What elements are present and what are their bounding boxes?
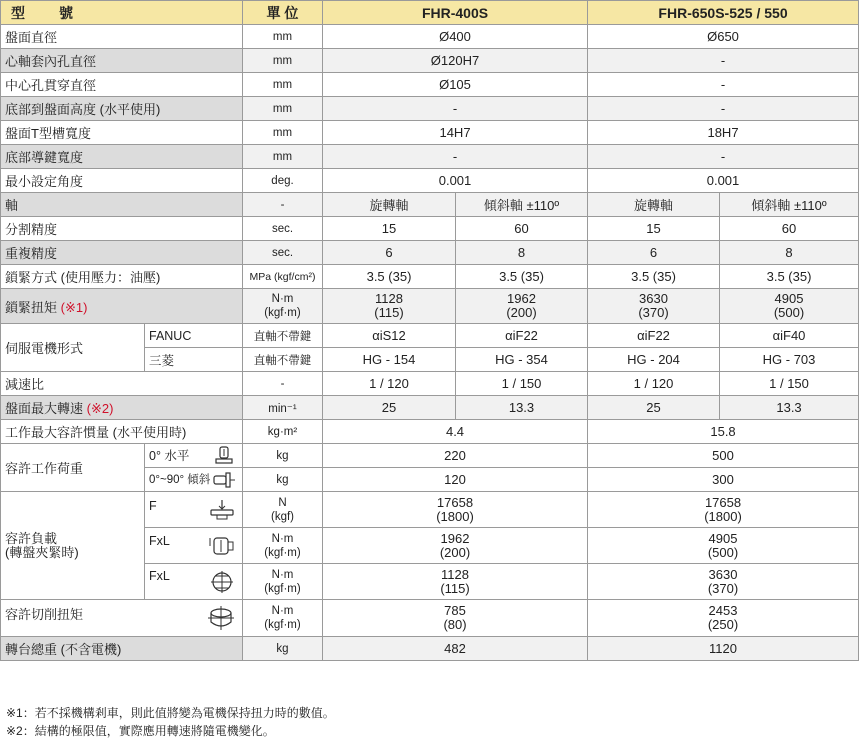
- value-a: [323, 600, 588, 637]
- row-label: [1, 289, 243, 324]
- row-unit: [243, 600, 323, 637]
- row-unit: mm: [243, 73, 323, 97]
- value-b: 18H7: [588, 121, 859, 145]
- unit-line: N: [278, 496, 287, 509]
- row-label: 容許工作荷重: [1, 444, 145, 492]
- row-label: [1, 600, 243, 637]
- value-line: 3630: [639, 291, 668, 306]
- sub-label: [145, 444, 243, 468]
- table-row: [1, 444, 859, 468]
- unit-line: (kgf·m): [264, 619, 301, 631]
- value-b: 1120: [588, 637, 859, 661]
- value-b2: [720, 289, 859, 324]
- value-b2: 傾斜軸 ±110º: [720, 193, 859, 217]
- sub-label: [145, 468, 243, 492]
- unit-line: (kgf): [271, 510, 294, 523]
- row-unit: min⁻¹: [243, 396, 323, 420]
- value-b1: HG - 204: [588, 348, 720, 372]
- value-line: 1128: [441, 566, 469, 582]
- value-b: [588, 600, 859, 637]
- value-b: 15.8: [588, 420, 859, 444]
- table-row: [1, 420, 859, 444]
- row-label: 盤面直徑: [1, 25, 243, 49]
- value-a: 220: [323, 444, 588, 468]
- row-unit: -: [243, 193, 323, 217]
- value-b2: 60: [720, 217, 859, 241]
- row-unit: deg.: [243, 169, 323, 193]
- unit-line: N·m: [271, 568, 294, 581]
- label-text: 容許切削扭矩: [5, 607, 84, 622]
- value-a: [323, 564, 588, 600]
- row-label: 底部到盤面高度 (水平使用): [1, 97, 243, 121]
- row-label: 工作最大容許慣量 (水平使用時): [1, 420, 243, 444]
- value-line: 4905: [774, 291, 804, 306]
- row-label: [1, 396, 243, 420]
- sub-label: [145, 564, 243, 600]
- value-b2: αiF40: [720, 324, 859, 348]
- table-row: [1, 169, 859, 193]
- value-line: (115): [440, 580, 470, 596]
- row-label: 分割精度: [1, 217, 243, 241]
- value-b1: αiF22: [588, 324, 720, 348]
- label-text: 鎖緊扭矩: [5, 299, 58, 315]
- value-a1: 1 / 120: [323, 372, 456, 396]
- table-row: [1, 324, 859, 348]
- tilted-load-icon: [212, 471, 236, 489]
- table-row: [1, 49, 859, 73]
- header-unit: 單 位: [243, 1, 323, 25]
- unit-line: (kgf·m): [264, 546, 301, 559]
- label-line: (轉盤夾緊時): [5, 544, 79, 560]
- table-row: [1, 193, 859, 217]
- moment-load-icon: [208, 534, 236, 558]
- value-a2: 60: [456, 217, 588, 241]
- value-a1: αiS12: [323, 324, 456, 348]
- row-unit: kg: [243, 637, 323, 661]
- value-line: 4905: [708, 530, 738, 546]
- value-line: 17658: [436, 494, 474, 510]
- row-unit: sec.: [243, 217, 323, 241]
- value-line: (1800): [704, 508, 742, 524]
- value-line: 1962: [440, 530, 470, 546]
- value-b1: 15: [588, 217, 720, 241]
- table-row: [1, 265, 859, 289]
- sub-label: [145, 492, 243, 528]
- value-line: (370): [707, 580, 739, 596]
- value-b: 0.001: [588, 169, 859, 193]
- value-a: [323, 528, 588, 564]
- row-label: 最小設定角度: [1, 169, 243, 193]
- header-model-a: FHR-400S: [323, 1, 588, 25]
- value-a1: 6: [323, 241, 456, 265]
- value-b: 500: [588, 444, 859, 468]
- value-b: -: [588, 73, 859, 97]
- unit-line: N·m: [271, 532, 294, 545]
- value-b: -: [588, 49, 859, 73]
- value-b2: 13.3: [720, 396, 859, 420]
- value-line: (200): [439, 544, 471, 560]
- row-label: 重複精度: [1, 241, 243, 265]
- table-row: [1, 121, 859, 145]
- row-unit: kg: [243, 468, 323, 492]
- value-a2: 13.3: [456, 396, 588, 420]
- table-row: [1, 241, 859, 265]
- value-b2: HG - 703: [720, 348, 859, 372]
- value-b2: 1 / 150: [720, 372, 859, 396]
- row-unit: MPa (kgf/cm²): [243, 265, 323, 289]
- value-a1: 15: [323, 217, 456, 241]
- table-row: [1, 396, 859, 420]
- value-a: Ø400: [323, 25, 588, 49]
- table-row: [1, 372, 859, 396]
- value-a: 482: [323, 637, 588, 661]
- value-a: 4.4: [323, 420, 588, 444]
- table-row: [1, 73, 859, 97]
- unit-line: N·m: [271, 293, 294, 305]
- value-b: Ø650: [588, 25, 859, 49]
- row-unit: kg: [243, 444, 323, 468]
- row-unit: 直軸不帶鍵: [243, 348, 323, 372]
- table-row: [1, 217, 859, 241]
- value-a2: αiF22: [456, 324, 588, 348]
- header-row: [1, 1, 859, 25]
- value-line: (80): [443, 617, 467, 632]
- row-label: 中心孔貫穿直徑: [1, 73, 243, 97]
- row-unit: mm: [243, 145, 323, 169]
- row-unit: mm: [243, 121, 323, 145]
- value-b2: 8: [720, 241, 859, 265]
- value-a2: 1 / 150: [456, 372, 588, 396]
- horizontal-load-icon: [212, 446, 236, 466]
- value-a1: HG - 154: [323, 348, 456, 372]
- row-unit: mm: [243, 25, 323, 49]
- row-unit: sec.: [243, 241, 323, 265]
- value-a2: 傾斜軸 ±110º: [456, 193, 588, 217]
- value-line: (1800): [436, 508, 474, 524]
- footnote-2: ※2：結構的極限值，實際應用轉速將隨電機變化。: [6, 724, 275, 738]
- table-row: [1, 145, 859, 169]
- row-label: [1, 492, 145, 600]
- cutting-torque-icon: [206, 604, 236, 632]
- value-line: 785: [444, 603, 466, 618]
- value-line: (115): [374, 305, 404, 320]
- value-a: [323, 492, 588, 528]
- value-a2: HG - 354: [456, 348, 588, 372]
- value-b: [588, 492, 859, 528]
- value-b1: 1 / 120: [588, 372, 720, 396]
- sub-label: FANUC: [145, 324, 243, 348]
- row-unit: -: [243, 372, 323, 396]
- row-unit: [243, 289, 323, 324]
- sub-label-text: F: [149, 498, 157, 513]
- row-unit: [243, 492, 323, 528]
- value-a2: 8: [456, 241, 588, 265]
- value-b2: 3.5 (35): [720, 265, 859, 289]
- footnote-ref: (※2): [86, 401, 114, 416]
- value-a1: 旋轉軸: [323, 193, 456, 217]
- value-line: (500): [773, 305, 805, 320]
- row-label: 軸: [1, 193, 243, 217]
- table-row: [1, 637, 859, 661]
- unit-line: (kgf·m): [264, 582, 301, 595]
- value-a: 120: [323, 468, 588, 492]
- row-unit: kg·m²: [243, 420, 323, 444]
- header-model-b: FHR-650S-525 / 550: [588, 1, 859, 25]
- axial-force-icon: [208, 499, 236, 521]
- value-b1: [588, 289, 720, 324]
- value-a: 0.001: [323, 169, 588, 193]
- row-label: 盤面T型槽寬度: [1, 121, 243, 145]
- value-b: -: [588, 97, 859, 121]
- value-b: [588, 564, 859, 600]
- value-a2: [456, 289, 588, 324]
- row-unit: 直軸不帶鍵: [243, 324, 323, 348]
- value-a2: 3.5 (35): [456, 265, 588, 289]
- table-row: [1, 600, 859, 637]
- value-b: 300: [588, 468, 859, 492]
- row-label: 轉台總重 (不含電機): [1, 637, 243, 661]
- value-line: 2453: [708, 603, 738, 618]
- unit-line: N·m: [271, 605, 294, 617]
- value-a: Ø105: [323, 73, 588, 97]
- value-line: (250): [707, 617, 739, 632]
- sub-label-text: FxL: [149, 568, 170, 583]
- row-label: 底部導鍵寬度: [1, 145, 243, 169]
- header-item: 型 號: [1, 1, 243, 25]
- row-unit: [243, 528, 323, 564]
- value-b1: 旋轉軸: [588, 193, 720, 217]
- value-a: -: [323, 97, 588, 121]
- footnote-ref: (※1): [60, 299, 88, 315]
- value-a: 14H7: [323, 121, 588, 145]
- value-line: (370): [638, 305, 669, 320]
- row-label: 減速比: [1, 372, 243, 396]
- row-label: 伺服電機形式: [1, 324, 145, 372]
- sub-label-text: 0° 水平: [149, 448, 190, 463]
- value-line: (200): [506, 305, 537, 320]
- table-row: [1, 492, 859, 528]
- value-a1: 3.5 (35): [323, 265, 456, 289]
- value-line: (500): [707, 544, 739, 560]
- value-b1: 25: [588, 396, 720, 420]
- label-line: 容許負載: [5, 530, 58, 546]
- table-row: [1, 289, 859, 324]
- table-row: [1, 97, 859, 121]
- unit-line: (kgf·m): [264, 307, 301, 319]
- row-label: 心軸套內孔直徑: [1, 49, 243, 73]
- value-a: -: [323, 145, 588, 169]
- table-row: [1, 25, 859, 49]
- value-line: 1128: [375, 291, 403, 306]
- footnote-1: ※1：若不採機構剎車，則此值將變為電機保持扭力時的數值。: [6, 706, 335, 720]
- row-unit: mm: [243, 49, 323, 73]
- value-b: [588, 528, 859, 564]
- value-b1: 3.5 (35): [588, 265, 720, 289]
- value-line: 17658: [704, 494, 742, 510]
- value-b1: 6: [588, 241, 720, 265]
- sub-label-text: 0°~90° 傾斜: [149, 473, 211, 486]
- tilting-moment-icon: [208, 569, 236, 595]
- row-label: 鎖緊方式 (使用壓力：油壓): [1, 265, 243, 289]
- sub-label: 三菱: [145, 348, 243, 372]
- row-unit: mm: [243, 97, 323, 121]
- row-unit: [243, 564, 323, 600]
- value-a: Ø120H7: [323, 49, 588, 73]
- label-text: 盤面最大轉速: [5, 401, 84, 416]
- value-a1: [323, 289, 456, 324]
- value-line: 3630: [708, 566, 738, 582]
- value-b: -: [588, 145, 859, 169]
- value-a1: 25: [323, 396, 456, 420]
- sub-label: [145, 528, 243, 564]
- sub-label-text: FxL: [149, 533, 170, 548]
- value-line: 1962: [507, 291, 536, 306]
